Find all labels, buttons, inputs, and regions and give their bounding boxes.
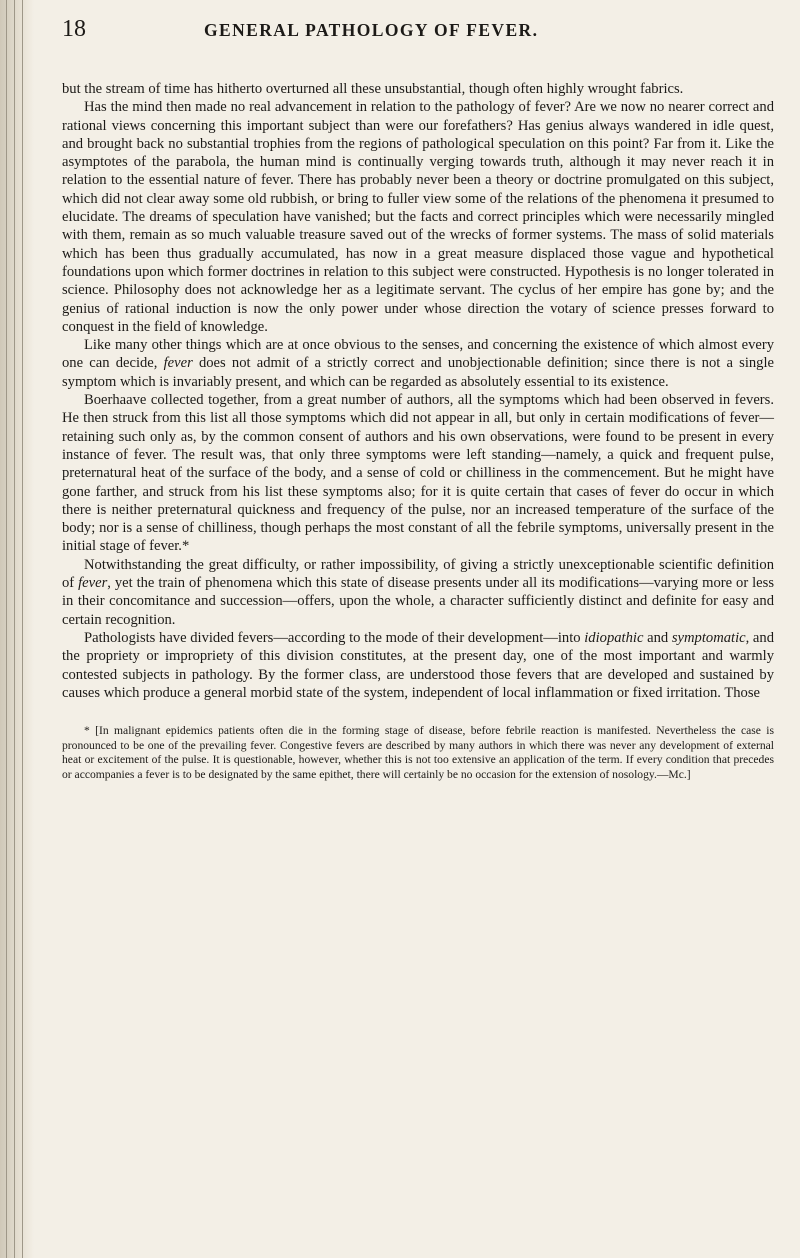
paragraph: [62, 629, 774, 702]
page-header: [62, 16, 774, 56]
text-run: but the stream of time has hitherto overturned all these unsubstantial, though often highly wrought fabrics.: [62, 81, 684, 97]
italic-term: fever: [78, 575, 108, 592]
text-run: Like many other things which are at once obvious to the senses, and concerning the existence of which almost every one can decide,: [62, 337, 774, 372]
text-run: Pathologists have divided fevers—according to the mode of their development—into: [84, 629, 585, 646]
text-run: Boerhaave collected together, from a great number of authors, all the symptoms which had been observed in fevers. He then struck from this list all those symptoms which did not appear in all, but only in certain modifications of fever—retaining such only as, by the common consent of authors and his own observations, were found to be present in every instance of fever. The result was, that only three symptoms were left standing—namely, a quick and frequent pulse, preternatural heat of the surface of the body, and a sense of cold or chilliness in the commencement. But he might have gone farther, and struck from his list these symptoms also; for it is quite certain that cases of fever do occur in which there is neither preternatural quickness and frequency of the pulse, nor an increased temperature of the surface of the body; nor is a sense of chilliness, though perhaps the most constant of all the febrile symptoms, universally present in the initial stage of fever.*: [62, 392, 774, 555]
book-page: [62, 16, 774, 782]
running-head: GENERAL PATHOLOGY OF FEVER.: [204, 20, 539, 40]
paragraph: [62, 391, 774, 556]
paragraph: [62, 98, 774, 336]
text-run: , and the propriety or impropriety of this division constitutes, at the present day, one of the most important and warmly contested subjects in pathology. By the former class, are understood those fevers that are developed and sustained by causes which produce a general morbid state of the system, independent of local inflammation or fixed irritation. Those: [62, 629, 775, 701]
paragraph: [62, 80, 774, 98]
footnote: [62, 724, 774, 782]
text-run: does not admit of a strictly correct and unobjectionable definition; since there is not a single symptom which is invariably present, and which can be regarded as absolutely essential to its existence.: [62, 355, 774, 390]
book-binding-shadow: [0, 0, 34, 1258]
text-run: and: [643, 629, 672, 646]
italic-term: fever: [163, 355, 193, 372]
body-text: [62, 80, 774, 702]
binding-edge-line: [22, 0, 23, 1258]
paragraph: [62, 336, 774, 391]
text-run: , yet the train of phenomena which this state of disease presents under all its modifications—varying more or less in their concomitance and succession—offers, upon the whole, a character sufficiently distinct and definite for easy and certain recognition.: [62, 575, 775, 628]
paragraph: [62, 556, 774, 629]
text-run: Notwithstanding the great difficulty, or rather impossibility, of giving a strictly unexceptionable scientific definition of: [62, 556, 774, 592]
text-run: Has the mind then made no real advancement in relation to the pathology of fever? Are we now no nearer correct and rational views concerning this important subject than were our forefathers? Has genius always wandered in idle quest, and brought back no substantial trophies from the regions of pathological speculation on this point? Far from it. Like the asymptotes of the parabola, the human mind is continually verging towards truth, although it may never reach it in relation to the essential nature of fever. There has probably never been a theory or doctrine promulgated on this subject, which did not clear away some old rubbish, or bring to fuller view some of the relations of the phenomena it presumed to elucidate. The dreams of speculation have vanished; but the facts and correct principles which were necessarily mingled with them, remain as so much valuable treasure saved out of the wrecks of former systems. The mass of solid materials which has been thus gradually accumulated, has now in a great measure displaced those vague and hypothetical foundations upon which former doctrines in relation to this subject were constructed. Hypothesis is no longer tolerated in science. Philosophy does not acknowledge her as a legitimate servant. The cyclus of her empire has gone by; and the genius of rational induction is now the only power under whose direction the votary of science presses forward to conquest in the field of knowledge.: [62, 99, 774, 335]
page-number: 18: [62, 16, 86, 42]
italic-term: symptomatic: [671, 629, 746, 646]
binding-edge-line: [14, 0, 15, 1258]
footnote-text: * [In malignant epidemics patients often die in the forming stage of disease, before febrile reaction is manifested. Nevertheless the case is pronounced to be one of the prevailing fever. Congestive fevers are described by many authors in which there was never any development of external heat or excitement of the pulse. It is questionable, however, whether this is not too extensive an application of the term. If every condition that precedes or accompanies a fever is to be designated by the same epithet, there will certainly be no occasion for the extension of nosology.—Mc.]: [62, 724, 774, 781]
binding-edge-line: [6, 0, 7, 1258]
italic-term: idiopathic: [584, 629, 644, 646]
